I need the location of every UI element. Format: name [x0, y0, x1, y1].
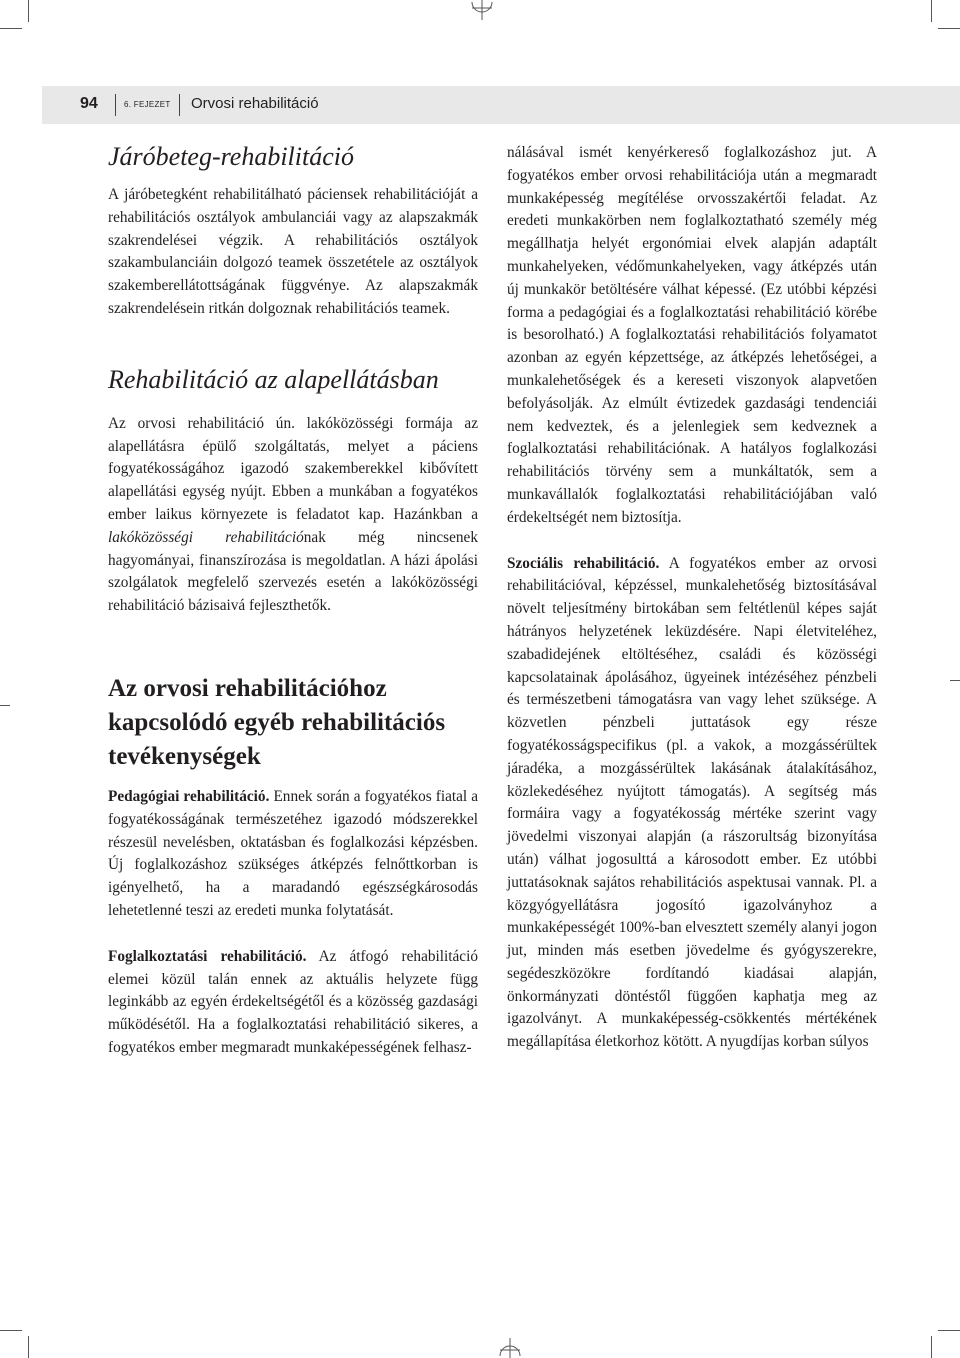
paragraph-social	[507, 553, 877, 1055]
paragraph-primary-care	[108, 413, 478, 618]
crop-mark	[950, 680, 960, 681]
paragraph-pedagogical	[108, 786, 478, 923]
paragraph-employment-continued: nálásával ismét kenyérkereső foglalkozáshoz jut. A fogyatékos ember orvosi rehabilitációja után a megmaradt munkaképesség megítélése orvosszakértői feladat. Az eredeti munkakörben nem foglalkoztatható személy még megállhatja helyét ergonómiai elvek alapján adaptált munkahelyeken, védőmunkahelyeken, vagy átképzés után új munkakör betöltésére válhat képessé. (Ez utóbbi képzési forma a pedagógiai és a foglalkoztatási rehabilitáció körébe is besorolható.) A foglalkoztatási rehabilitációs folyamatot azonban az egyén képzettsége, az átképzés lehetőségei, a munkalehetőségek és a kereseti viszonyok alapvetően befolyásolják. Az elmúlt évtizedek gazdasági tendenciái nem kedveztek, és a jelenlegiek sem kedveznek a foglalkoztatási rehabilitációnak. A hatályos foglalkozási rehabilitációs törvény sem a munkáltatók, sem a munkavállalók foglalkoztatási rehabilitációjában való érdekeltségét nem biztosítja.	[507, 144, 877, 526]
run-in-heading: Pedagógiai rehabilitáció.	[108, 787, 270, 805]
run-in-heading: Foglalkoztatási rehabilitáció.	[108, 947, 307, 965]
crop-mark	[28, 1336, 29, 1358]
paragraph-text: Az átfogó rehabilitáció elemei közül talán ennek az aktuális helyzete függ leginkább az egyén érdekeltségétől és a közösség gazdasági működésétől. Ha a foglalkoztatási rehabilitáció sikeres, a fogyatékos ember megmaradt munkaképességének felhasz-	[108, 947, 478, 1056]
crop-mark	[931, 1336, 932, 1358]
paragraph-text: A fogyatékos ember az orvosi rehabilitációval, képzéssel, munkalehetőség biztosításával növelt teljesítmény birtokában sem feltétlenül képes saját hátrányos helyzetének leküzdésére. Napi életviteléhez, szabadidejének eltöltéséhez, családi és közösségi kapcsolatainak ápolásához, ügyeinek intézéséhez pénzbeli és természetbeni támogatásra van vagy lehet szüksége. A közvetlen pénzbeli juttatások egy része fogyatékosságspecifikus (pl. a vakok, a mozgássérültek járadéka, a mozgássérültek lakásának átalakításához, közlekedéséhez nyújtott támogatás). A segítség más formáira vagy a fogyatékosság mértéke szerint vagy jövedelmi viszonyai alapján (a rászorultság bizonyítása után) válhat jogosulttá a károsodott ember. Ez utóbbi juttatásoknak sajátos rehabilitációs aspektusai vannak. Pl. a közgyógyellátásra jogosító igazolványhoz a munkaképességét 100%-ban elvesztett személy alanyi jogon jut, minden más esetben jövedelme és gyógyszerekre, segédeszközökre fordítandó kiadásai alapján, önkormányzati döntéstől függően kaphatja meg az igazolványt. A munkaképesség-csökkentés mértékének megállapítása életkorhoz kötött. A nyugdíjas korban súlyos	[507, 554, 877, 1051]
registration-mark-icon	[470, 0, 494, 20]
section-heading-related-activities: Az orvosi rehabilitációhoz kapcsolódó egyéb rehabilitációs tevékenységek	[108, 674, 446, 770]
paragraph-text: Az orvosi rehabilitáció ún. lakóközösségi formája az alapellátásra épülő szolgáltatás, melyet a páciens fogyatékosságához igazodó szakemberekkel kibővített alapellátási egység nyújt. Ebben a munkában a fogyatékos ember laikus környezete is feladatot kap. Hazánkban a	[108, 414, 478, 523]
section-heading-ambulatory: Járóbeteg-rehabilitáció	[108, 142, 354, 171]
right-column	[507, 142, 877, 1054]
paragraph-ambulatory: A járóbetegként rehabilitálható páciensek rehabilitációját a rehabilitációs osztályok ambulanciái vagy az alapszakmák szakrendelései végzik. A rehabilitációs osztályok szakambulanciáin dolgozó teamek összetétele az osztályok szakemberellátottságának függvénye. Az alapszakmák szakrendelésein ritkán dolgoznak rehabilitációs teamek.	[108, 186, 478, 317]
crop-mark	[0, 28, 22, 29]
left-column	[108, 142, 478, 1060]
running-header	[42, 86, 960, 124]
crop-mark	[938, 1330, 960, 1331]
section-heading-primary-care: Rehabilitáció az alapellátásban	[108, 364, 439, 394]
run-in-heading: Szociális rehabilitáció.	[507, 554, 660, 572]
paragraph-text: nak még nincsenek hagyományai, finanszírozása is megoldatlan. A házi ápolási szolgálatok megfelelő szervezés esetén a lakóközösségi rehabilitáció bázisaivá fejleszthetők.	[108, 528, 478, 615]
chapter-title: Orvosi rehabilitáció	[191, 95, 319, 112]
paragraph-text: Ennek során a fogyatékos fiatal a fogyatékosságának természetéhez igazodó módszerekkel részesül nevelésben, oktatásban és foglalkozási képzésben. Új foglalkozáshoz szükséges átképzés felnőttkorban is igényelhető, ha a maradandó egészségkárosodás lehetetlenné teszi az eredeti munka folytatását.	[108, 787, 478, 919]
crop-mark	[28, 0, 29, 22]
crop-mark	[0, 705, 10, 706]
header-divider	[179, 94, 180, 116]
crop-mark	[0, 1330, 22, 1331]
crop-mark	[938, 28, 960, 29]
page-number: 94	[80, 95, 98, 112]
paragraph-employment	[108, 946, 478, 1060]
crop-mark	[931, 0, 932, 22]
emphasis-term: lakóközösségi rehabilitáció	[108, 528, 304, 546]
registration-mark-icon	[498, 1338, 522, 1358]
header-divider	[115, 94, 116, 116]
chapter-label: 6. FEJEZET	[124, 100, 171, 109]
